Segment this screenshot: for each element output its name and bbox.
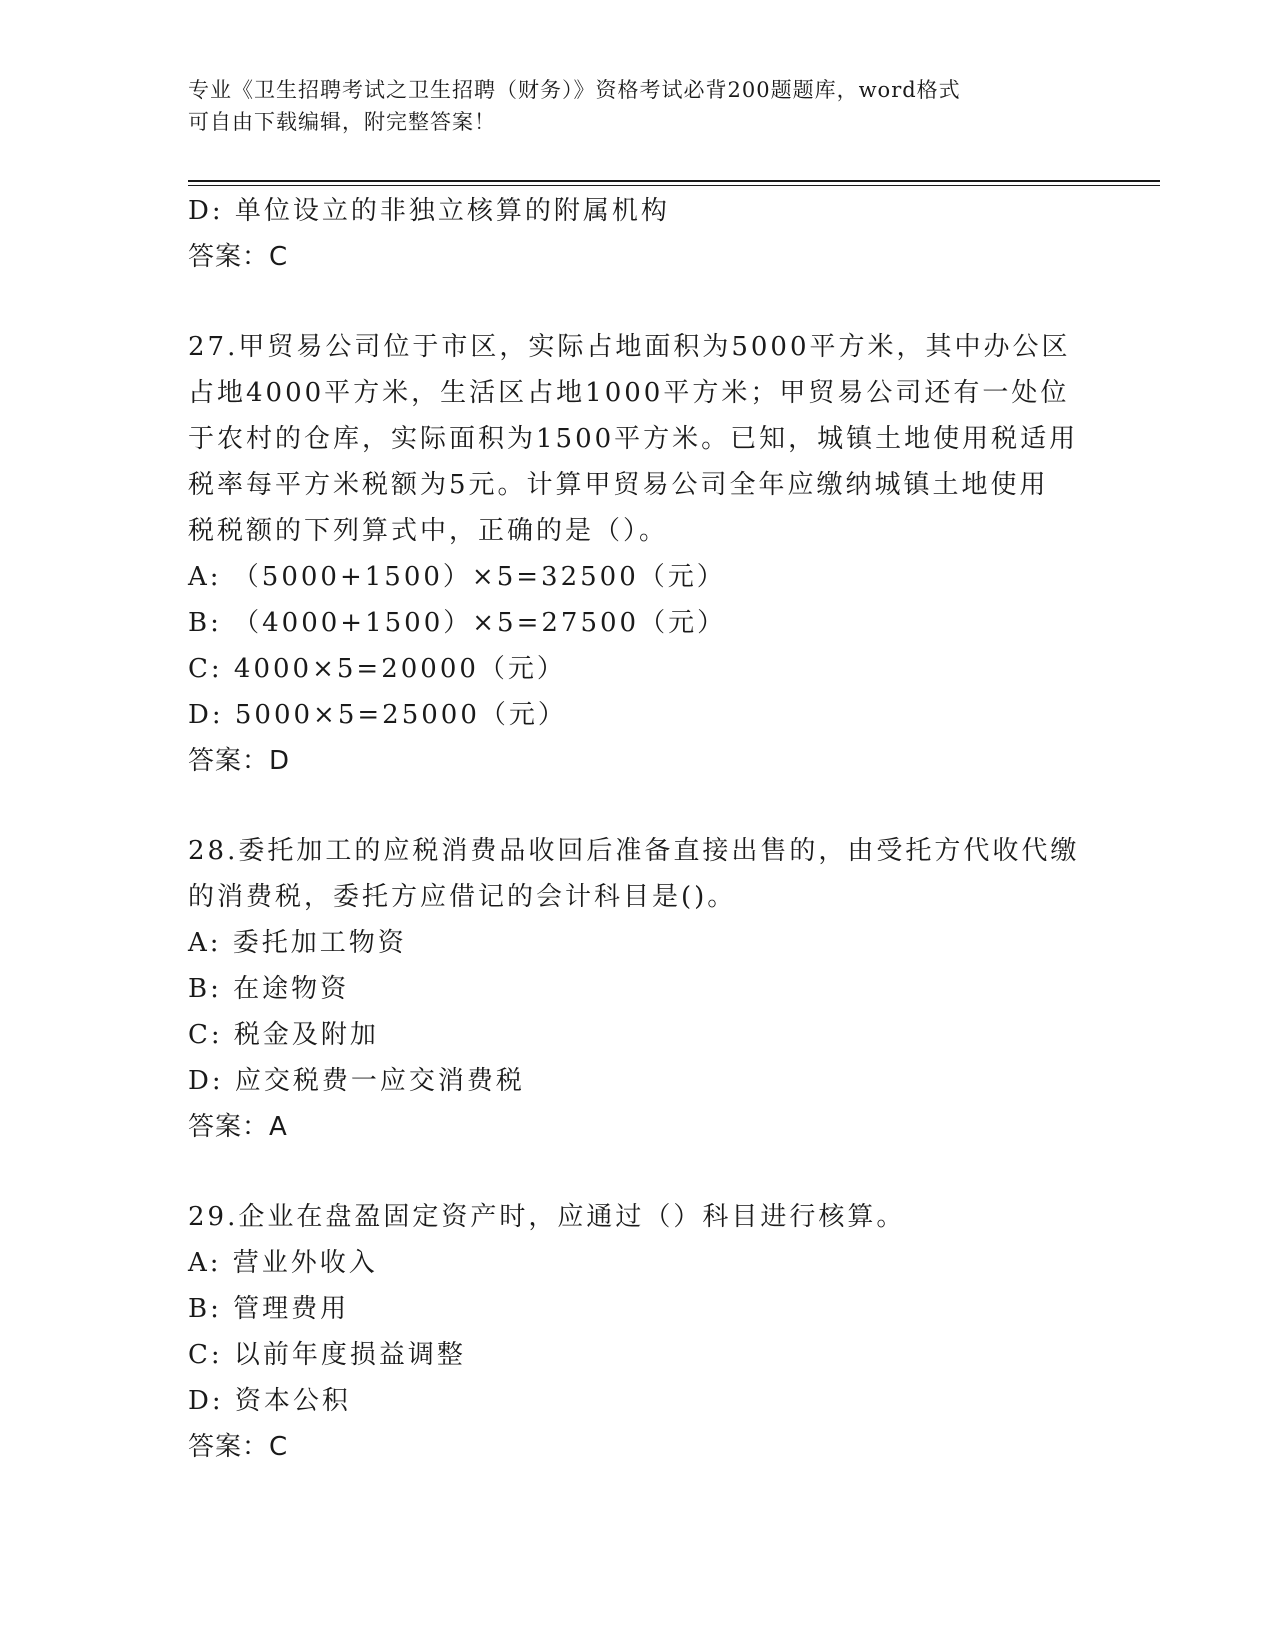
question-29-option-d: D: 资本公积 xyxy=(188,1386,351,1416)
question-27-option-c: C: 4000×5=20000（元） xyxy=(188,654,566,684)
question-27-text-line: 于农村的仓库，实际面积为1500平方米。已知，城镇土地使用税适用 xyxy=(188,424,1079,454)
prev-answer: 答案：C xyxy=(188,242,289,272)
question-list xyxy=(188,188,1088,1470)
question-27-option-a: A: （5000+1500）×5=32500（元） xyxy=(188,562,726,592)
question-29-option-c: C: 以前年度损益调整 xyxy=(188,1340,466,1370)
question-27-answer: 答案：D xyxy=(188,746,291,776)
question-28-option-a: A: 委托加工物资 xyxy=(188,928,407,958)
header-divider-thick xyxy=(188,180,1160,182)
header-divider-thin xyxy=(188,185,1160,186)
header-title-line-1: 专业《卫生招聘考试之卫生招聘（财务）》资格考试必背200题题库，word格式 xyxy=(188,78,961,102)
question-29-option-a: A: 营业外收入 xyxy=(188,1248,378,1278)
question-27-text-line: 27.甲贸易公司位于市区，实际占地面积为5000平方米，其中办公区 xyxy=(188,332,1071,362)
question-28-option-c: C: 税金及附加 xyxy=(188,1020,379,1050)
question-27-text-line: 占地4000平方米，生活区占地1000平方米；甲贸易公司还有一处位 xyxy=(188,378,1070,408)
question-28-text-line: 28.委托加工的应税消费品收回后准备直接出售的，由受托方代收代缴 xyxy=(188,836,1080,866)
question-28-answer: 答案：A xyxy=(188,1112,288,1142)
question-28-option-d: D: 应交税费一应交消费税 xyxy=(188,1066,525,1096)
document-header xyxy=(188,74,1088,138)
prev-option-d: D: 单位设立的非独立核算的附属机构 xyxy=(188,196,670,226)
header-title-line-2: 可自由下载编辑，附完整答案！ xyxy=(188,110,496,134)
question-27-text-line: 税税额的下列算式中，正确的是（）。 xyxy=(188,516,669,546)
question-27 xyxy=(188,324,1088,784)
question-29-option-b: B: 管理费用 xyxy=(188,1294,350,1324)
question-29-text-line: 29.企业在盘盈固定资产时，应通过（）科目进行核算。 xyxy=(188,1202,906,1232)
question-28 xyxy=(188,828,1088,1150)
question-29 xyxy=(188,1194,1088,1470)
question-28-option-b: B: 在途物资 xyxy=(188,974,350,1004)
question-28-text-line: 的消费税，委托方应借记的会计科目是()。 xyxy=(188,882,737,912)
question-27-option-b: B: （4000+1500）×5=27500（元） xyxy=(188,608,727,638)
question-27-option-d: D: 5000×5=25000（元） xyxy=(188,700,567,730)
question-29-answer: 答案：C xyxy=(188,1432,289,1462)
question-27-text-line: 税率每平方米税额为5元。计算甲贸易公司全年应缴纳城镇土地使用 xyxy=(188,470,1049,500)
